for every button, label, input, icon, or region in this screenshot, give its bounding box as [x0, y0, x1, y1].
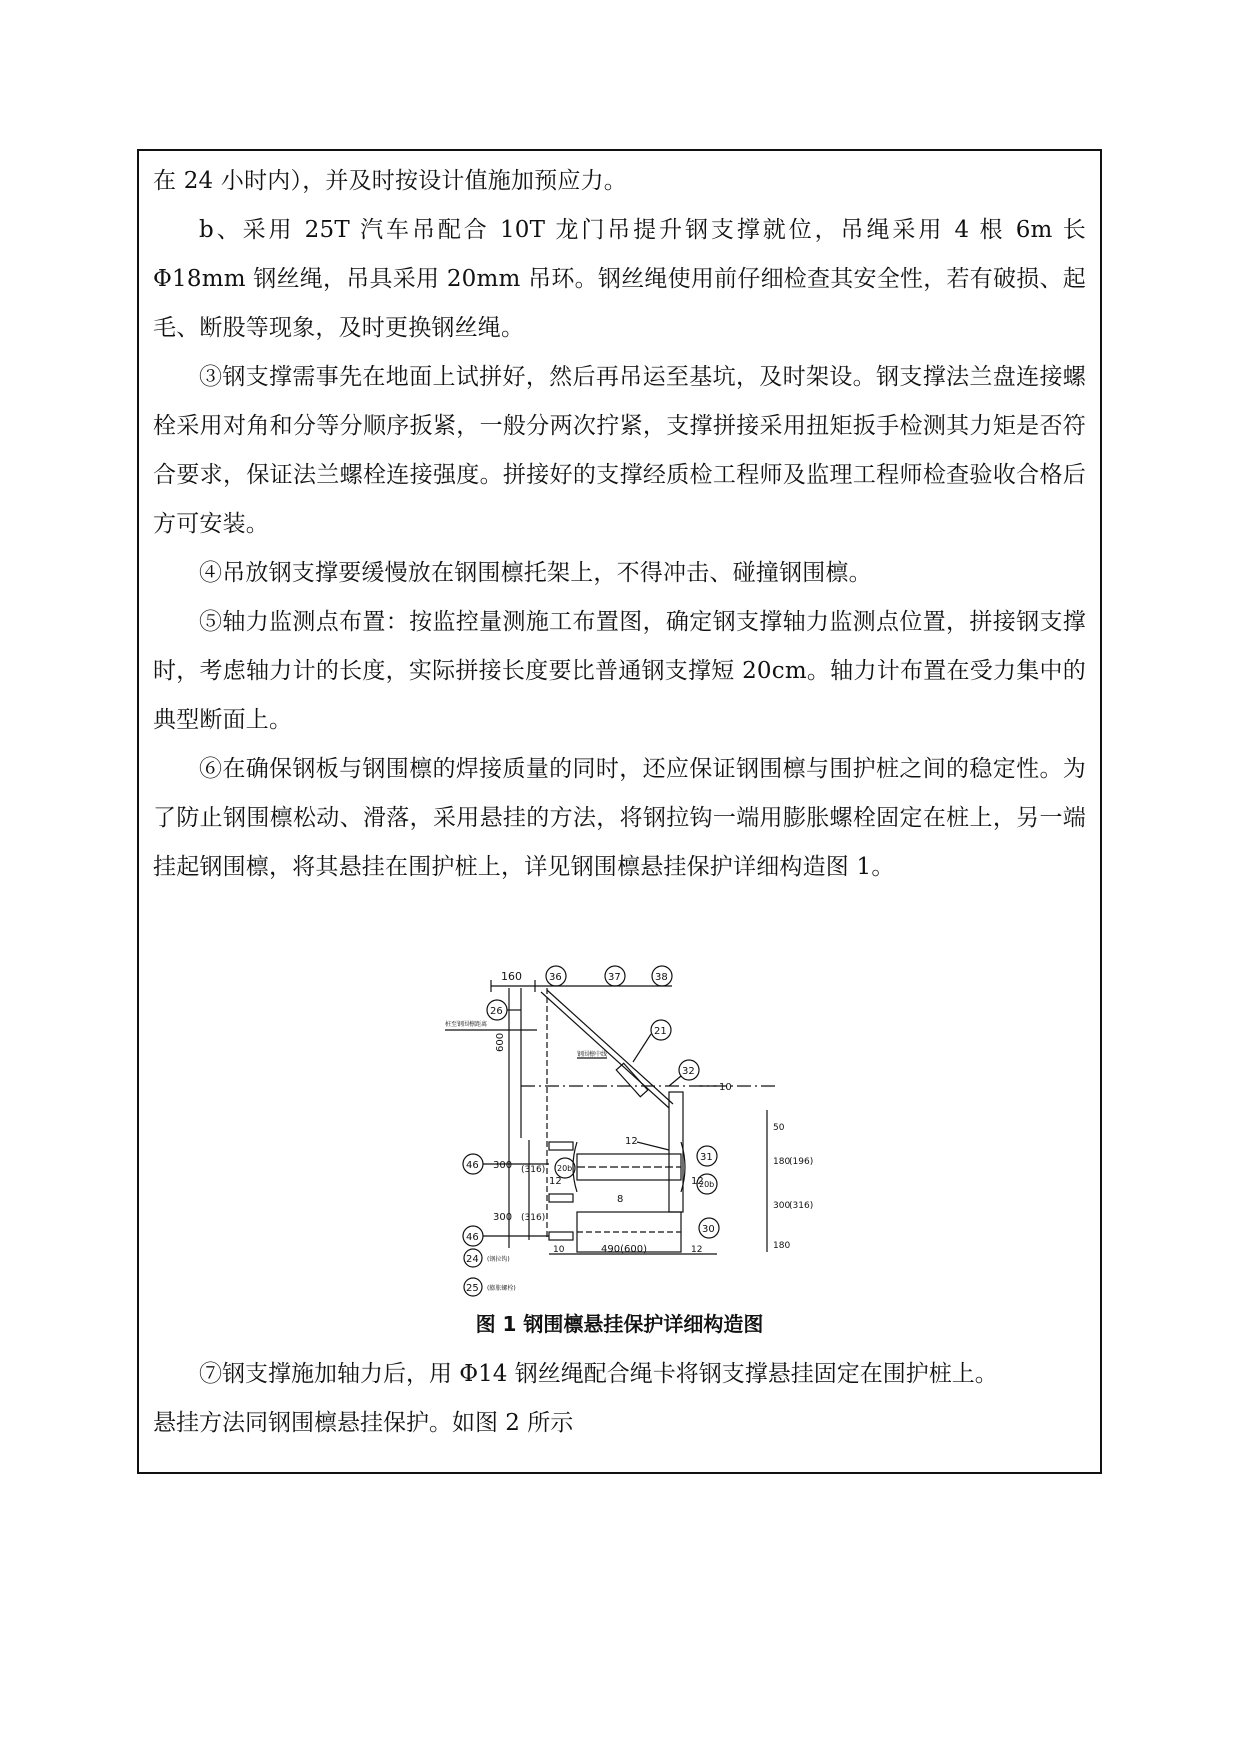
note-25: (膨胀螺栓) — [487, 1285, 516, 1292]
dim-316-r: (316) — [789, 1201, 814, 1211]
dim-300-b: 300 — [493, 1212, 513, 1223]
paragraph-2: b、采用 25T 汽车吊配合 10T 龙门吊提升钢支撑就位，吊绳采用 4 根 6m 长 Φ18mm 钢丝绳，吊具采用 20mm 吊环。钢丝绳使用前仔细检查其安全性，若有破损、起毛、断股等现象，及时更换钢丝绳。 — [153, 217, 1086, 341]
callout-46-bottom: 46 — [466, 1232, 479, 1243]
callout-32: 32 — [682, 1066, 695, 1077]
body-text — [153, 157, 1086, 892]
paragraph-8: 悬挂方法同钢围檩悬挂保护。如图 2 所示 — [153, 1410, 574, 1436]
paragraph-3: ③钢支撑需事先在地面上试拼好，然后再吊运至基坑，及时架设。钢支撑法兰盘连接螺栓采用对角和分等分顺序扳紧，一般分两次拧紧，支撑拼接采用扭矩扳手检测其力矩是否符合要求，保证法兰螺栓连接强度。拼接好的支撑经质检工程师及监理工程师检查验收合格后方可安装。 — [153, 364, 1086, 537]
callout-36: 36 — [549, 972, 562, 983]
paragraph-6: ⑥在确保钢板与钢围檩的焊接质量的同时，还应保证钢围檩与围护桩之间的稳定性。为了防止钢围檩松动、滑落，采用悬挂的方法，将钢拉钩一端用膨胀螺栓固定在桩上，另一端挂起钢围檩，将其悬挂在围护桩上，详见钢围檩悬挂保护详细构造图 1。 — [153, 756, 1086, 880]
paragraph-5: ⑤轴力监测点布置：按监控量测施工布置图，确定钢支撑轴力监测点位置，拼接钢支撑时，考虑轴力计的长度，实际拼接长度要比普通钢支撑短 20cm。轴力计布置在受力集中的典型断面上。 — [153, 609, 1086, 733]
callout-37: 37 — [608, 972, 621, 983]
dim-180-b: 180 — [773, 1241, 791, 1251]
callout-31: 31 — [700, 1152, 713, 1163]
dim-50: 50 — [773, 1123, 785, 1133]
paragraph-1: 在 24 小时内），并及时按设计值施加预应力。 — [153, 168, 627, 194]
paragraph-4: ④吊放钢支撑要缓慢放在钢围檩托架上，不得冲击、碰撞钢围檩。 — [199, 560, 872, 586]
content-frame — [137, 149, 1102, 1474]
dim-160: 160 — [501, 970, 522, 983]
dim-600: 600 — [495, 1032, 506, 1052]
dim-bottom-12: 12 — [691, 1245, 703, 1255]
note-middle: 钢围檩中线 — [577, 1051, 608, 1058]
dim-12-c: 12 — [691, 1176, 704, 1187]
note-24: (钢拉钩) — [487, 1256, 510, 1263]
dim-316-b: (316) — [521, 1213, 546, 1223]
dim-300-r: 300 — [773, 1201, 791, 1211]
callout-20b-left: 20b — [557, 1164, 573, 1173]
callout-25-group — [437, 1275, 557, 1299]
dim-196: (196) — [789, 1157, 814, 1167]
construction-detail-drawing — [437, 958, 832, 1265]
callout-21: 21 — [654, 1026, 667, 1037]
callout-26: 26 — [490, 1006, 503, 1017]
callout-46-top: 46 — [466, 1160, 479, 1171]
dim-490-600: 490(600) — [601, 1244, 647, 1255]
callout-38: 38 — [655, 972, 668, 983]
callout-25: 25 — [466, 1283, 479, 1294]
callout-30: 30 — [702, 1224, 715, 1235]
note-left: 桩至钢围檩距离 — [445, 1021, 488, 1028]
dim-12-a: 12 — [625, 1136, 638, 1147]
dim-10: 10 — [719, 1082, 732, 1093]
dim-bottom-10: 10 — [553, 1245, 565, 1255]
dim-8: 8 — [617, 1194, 624, 1205]
dim-180-a: 180 — [773, 1157, 791, 1167]
callout-20b-right: 20b — [699, 1180, 715, 1189]
figure-caption: 图 1 钢围檩悬挂保护详细构造图 — [475, 1312, 764, 1336]
callout-24: 24 — [466, 1254, 479, 1265]
bottom-text — [153, 1350, 1086, 1448]
dim-12-b: 12 — [549, 1176, 562, 1187]
dim-300-a: 300 — [493, 1160, 513, 1171]
paragraph-7: ⑦钢支撑施加轴力后，用 Φ14 钢丝绳配合绳卡将钢支撑悬挂固定在围护桩上。 — [199, 1361, 998, 1387]
dim-316-a: (316) — [521, 1165, 546, 1175]
